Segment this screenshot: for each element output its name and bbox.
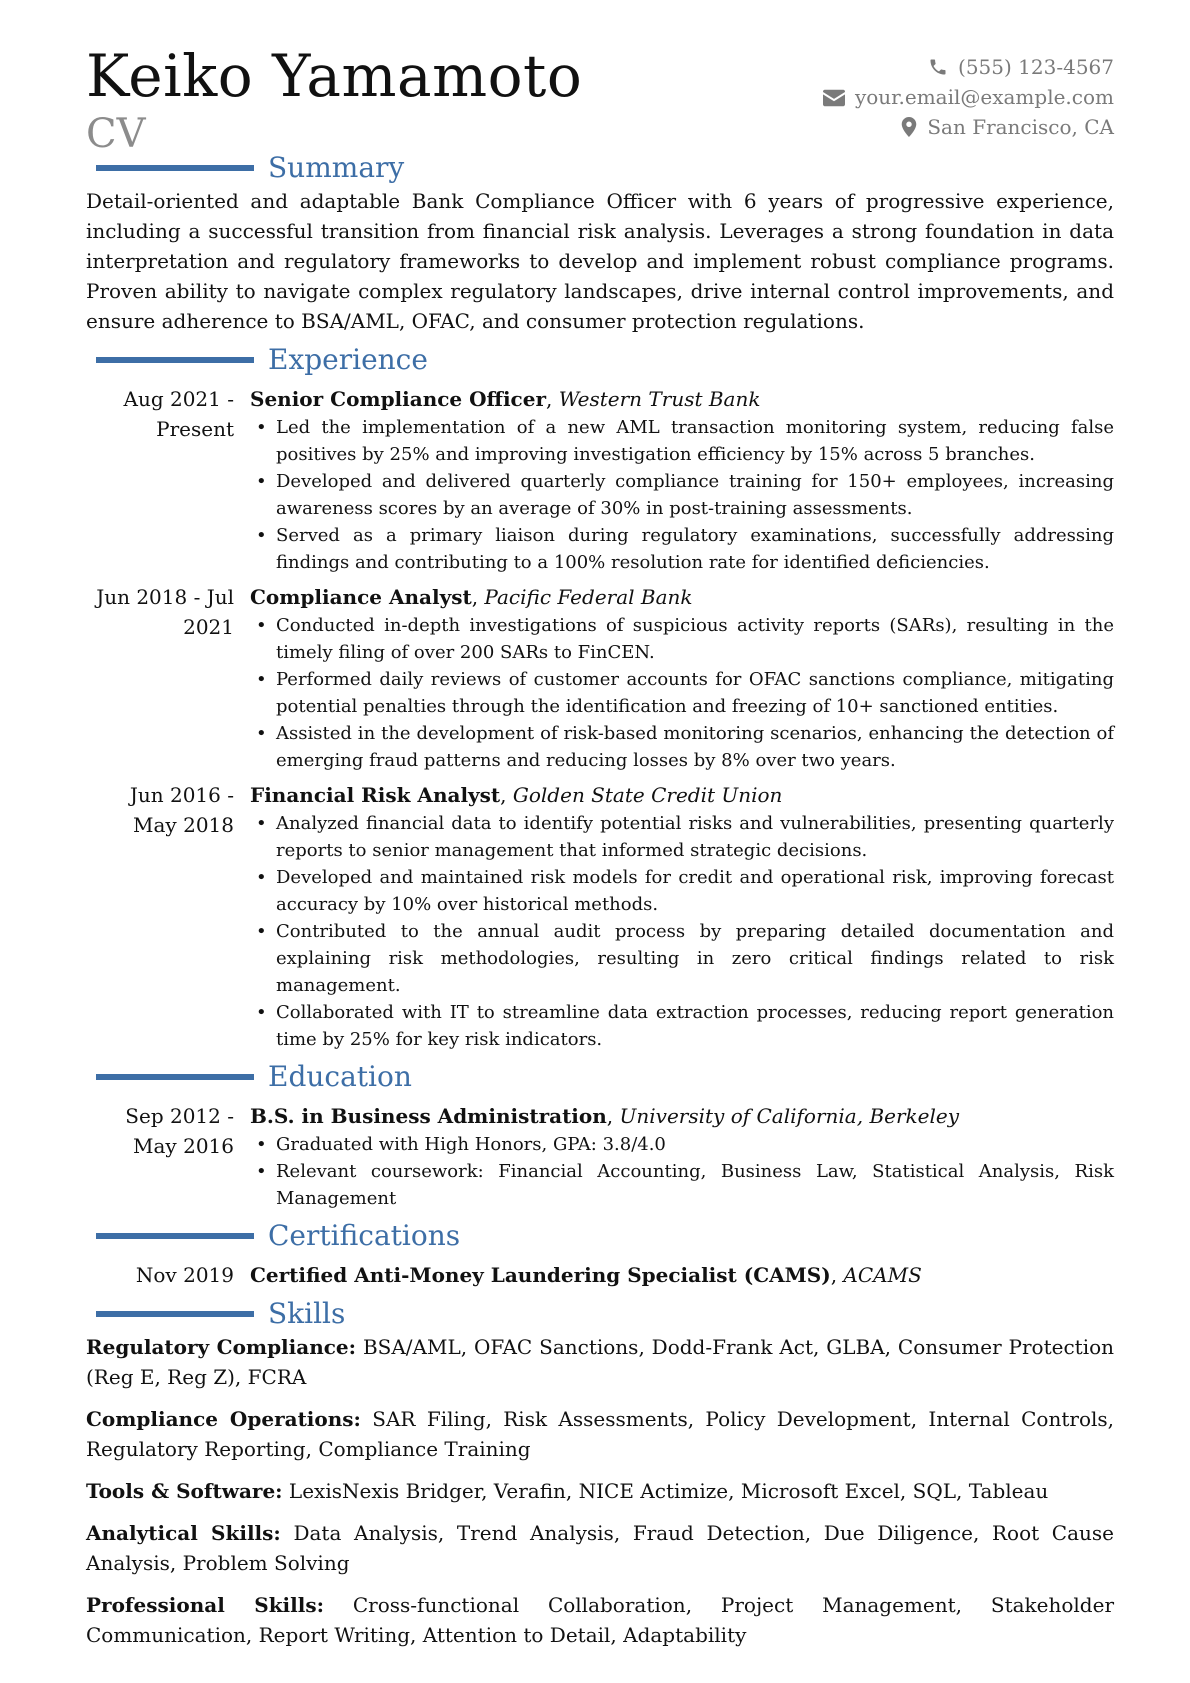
contact-email: [823, 82, 1114, 112]
bullet-item: • Developed and delivered quarterly compliance training for 150+ employees, increasing awareness scores by an average of 30% in post-training assessments.: [276, 468, 1114, 522]
bullet-item: • Led the implementation of a new AML transaction monitoring system, reducing false positives by 25% and improving investigation efficiency by 15% across 5 branches.: [276, 414, 1114, 468]
education-entry: [86, 1101, 1114, 1212]
resume-page: [86, 0, 1114, 1650]
entry-date: Nov 2019: [135, 1263, 234, 1287]
skill-label: Tools & Software:: [86, 1479, 283, 1503]
certifications-section-header: [86, 1218, 1114, 1254]
phone-number[interactable]: (555) 123-4567: [958, 55, 1114, 79]
document-subtitle: CV: [86, 111, 146, 157]
bullet-item: • Collaborated with IT to streamline data extraction processes, reducing report generation time by 25% for key risk indicators.: [276, 999, 1114, 1053]
location-text: San Francisco, CA: [927, 115, 1114, 139]
entry-body: [250, 780, 1114, 1053]
skill-text: BSA/AML, OFAC Sanctions, Dodd-Frank Act, GLBA, Consumer Protection (Reg E, Reg Z), FCRA: [86, 1335, 1115, 1389]
bullet-item: • Served as a primary liaison during regulatory examinations, successfully addressing findings and contributing to a 100% resolution rate for identified deficiencies.: [276, 522, 1114, 576]
experience-entry: [86, 384, 1114, 576]
phone-icon: [928, 57, 948, 77]
entry-heading: Senior Compliance Officer, Western Trust Bank: [250, 387, 761, 411]
experience-section-header: [86, 342, 1114, 378]
entry-body: [250, 582, 1114, 774]
section-accent-bar: [96, 165, 254, 171]
bullet-item: • Analyzed financial data to identify potential risks and vulnerabilities, presenting quarterly reports to senior management that informed strategic decisions.: [276, 810, 1114, 864]
contact-phone: [823, 52, 1114, 82]
certification-name: Certified Anti-Money Laundering Specialist (CAMS): [250, 1263, 831, 1287]
skill-group: [86, 1476, 1114, 1506]
entry-body: [250, 1260, 1114, 1290]
job-org: Western Trust Bank: [558, 387, 761, 411]
job-org: Pacific Federal Bank: [484, 585, 693, 609]
bullet-item: • Conducted in-depth investigations of suspicious activity reports (SARs), resulting in the timely filing of over 200 SARs to FinCEN.: [276, 612, 1114, 666]
bullet-list: [250, 612, 1114, 774]
section-accent-bar: [96, 1233, 254, 1239]
bullet-item: • Relevant coursework: Financial Accounting, Business Law, Statistical Analysis, Risk Management: [276, 1158, 1114, 1212]
bullet-list: [250, 1131, 1114, 1212]
certification-issuer: ACAMS: [843, 1263, 922, 1287]
bullet-list: [250, 810, 1114, 1053]
entry-heading: B.S. in Business Administration, University of California, Berkeley: [250, 1104, 960, 1128]
skill-text: LexisNexis Bridger, Verafin, NICE Actimize, Microsoft Excel, SQL, Tableau: [288, 1479, 1049, 1503]
bullet-item: • Developed and maintained risk models for credit and operational risk, improving forecast accuracy by 10% over historical methods.: [276, 864, 1114, 918]
contact-info: [823, 52, 1114, 142]
certification-entry: [86, 1260, 1114, 1290]
skills-title: Skills: [268, 1297, 346, 1330]
entry-date: Aug 2021 - Present: [123, 387, 234, 441]
entry-date: Jun 2018 - Jul 2021: [96, 585, 234, 639]
skill-group: [86, 1332, 1114, 1392]
skill-label: Analytical Skills:: [86, 1521, 281, 1545]
summary-title: Summary: [268, 151, 405, 184]
skill-text: Cross-functional Collaboration, Project Management, Stakeholder Communication, Report Writing, Attention to Detail, Adaptability: [86, 1593, 1115, 1647]
contact-location: [823, 112, 1114, 142]
bullet-list: [250, 414, 1114, 576]
skill-text: SAR Filing, Risk Assessments, Policy Development, Internal Controls, Regulatory Reporting, Compliance Training: [86, 1407, 1115, 1461]
job-role: Financial Risk Analyst: [250, 783, 501, 807]
skill-text: Data Analysis, Trend Analysis, Fraud Detection, Due Diligence, Root Cause Analysis, Problem Solving: [86, 1521, 1115, 1575]
certifications-title: Certifications: [268, 1219, 461, 1252]
entry-heading: Certified Anti-Money Laundering Specialist (CAMS), ACAMS: [250, 1263, 922, 1287]
skill-group: [86, 1518, 1114, 1578]
resume-header: [86, 0, 1114, 160]
skill-group: [86, 1590, 1114, 1650]
education-section-header: [86, 1059, 1114, 1095]
job-org: Golden State Credit Union: [512, 783, 783, 807]
entry-date: Sep 2012 - May 2016: [125, 1104, 234, 1158]
experience-title: Experience: [268, 343, 428, 376]
map-pin-icon: [901, 117, 917, 137]
section-accent-bar: [96, 1074, 254, 1080]
experience-entry: [86, 582, 1114, 774]
education-title: Education: [268, 1060, 412, 1093]
entry-heading: Compliance Analyst, Pacific Federal Bank: [250, 585, 693, 609]
skill-label: Compliance Operations:: [86, 1407, 361, 1431]
experience-entry: [86, 780, 1114, 1053]
envelope-icon: [823, 89, 845, 107]
entry-body: [250, 384, 1114, 576]
skill-label: Professional Skills:: [86, 1593, 324, 1617]
summary-text: Detail-oriented and adaptable Bank Compliance Officer with 6 years of progressive experience, including a successful transition from financial risk analysis. Leverages a strong foundation in data interpretation and regulatory frameworks to develop and implement robust compliance programs. Proven ability to navigate complex regulatory landscapes, drive internal control improvements, and ensure adherence to BSA/AML, OFAC, and consumer protection regulations.: [86, 189, 1114, 333]
entry-body: [250, 1101, 1114, 1212]
school-name: University of California, Berkeley: [619, 1104, 960, 1128]
section-accent-bar: [96, 1311, 254, 1317]
email-address[interactable]: your.email@example.com: [854, 85, 1114, 109]
skills-section-header: [86, 1296, 1114, 1332]
skill-group: [86, 1404, 1114, 1464]
job-role: Senior Compliance Officer: [250, 387, 546, 411]
skill-label: Regulatory Compliance:: [86, 1335, 357, 1359]
entry-heading: Financial Risk Analyst, Golden State Credit Union: [250, 783, 783, 807]
section-accent-bar: [96, 357, 254, 363]
degree-name: B.S. in Business Administration: [250, 1104, 607, 1128]
candidate-name: Keiko Yamamoto: [86, 42, 583, 110]
bullet-item: • Performed daily reviews of customer accounts for OFAC sanctions compliance, mitigating potential penalties through the identification and freezing of 10+ sanctioned entities.: [276, 666, 1114, 720]
bullet-item: • Graduated with High Honors, GPA: 3.8/4.0: [276, 1131, 1114, 1158]
job-role: Compliance Analyst: [250, 585, 472, 609]
bullet-item: • Assisted in the development of risk-based monitoring scenarios, enhancing the detection of emerging fraud patterns and reducing losses by 8% over two years.: [276, 720, 1114, 774]
entry-date: Jun 2016 - May 2018: [129, 783, 234, 837]
bullet-item: • Contributed to the annual audit process by preparing detailed documentation and explaining risk methodologies, resulting in zero critical findings related to risk management.: [276, 918, 1114, 999]
